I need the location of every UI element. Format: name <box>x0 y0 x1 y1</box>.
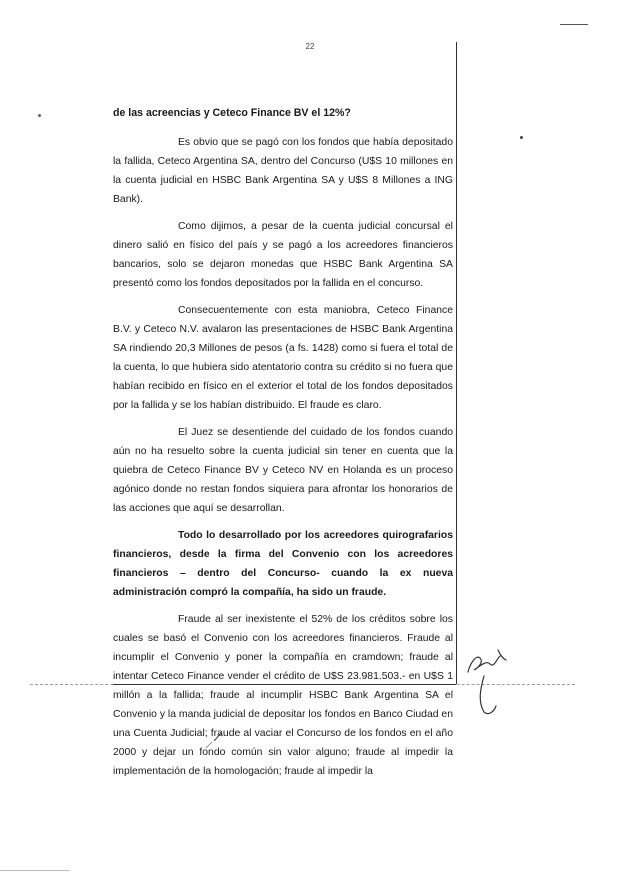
paragraph: El Juez se desentiende del cuidado de los fondos cuando aún no ha resuelto sobre la cuenta judicial sin tener en cuenta que la quiebra de Ceteco Finance BV y Ceteco NV en Holanda es un proceso agónico donde no restan fondos siquiera para afrontar los honorarios de las acciones que aquí se desarrollan. <box>113 427 453 514</box>
signature-initials <box>468 650 506 714</box>
paragraph: Fraude al ser inexistente el 52% de los créditos sobre los cuales se basó el Convenio con los acreedores financieros. Fraude al incumplir el Convenio y poner la compañía en cramdown; fraude al intentar Ceteco Finance vender el crédito de U$S 23.981.503.- en U$S 1 millón a la fallida; fraude al incumplir HSBC Bank Argentina SA el Convenio y la manda judicial de depositar los fondos en Banco Ciudad en una Cuenta Judicial; fraude al vaciar el Concurso de los fondos en el año 2000 y dejar un fondo común sin valor alguno; fraude al impedir la implementación de la homologación; fraude al impedir la <box>113 614 453 777</box>
paragraph: Es obvio que se pagó con los fondos que había depositado la fallida, Ceteco Argentina SA, dentro del Concurso (U$S 10 millones en la cuenta judicial en HSBC Bank Argentina SA y U$S 8 Millones a ING Bank). <box>113 137 453 205</box>
page-number: 22 <box>305 42 315 51</box>
scan-edge <box>0 870 70 871</box>
pen-stroke <box>206 742 212 748</box>
pen-stroke <box>214 732 222 741</box>
bold-paragraph: Todo lo desarrollado por los acreedores quirografarios financieros, desde la firma del Convenio con los acreedores financieros – dentro del Concurso- cuando la ex nueva administración compró la compañía, ha sido un fraude. <box>113 530 453 598</box>
paragraph: Como dijimos, a pesar de la cuenta judicial concursal el dinero salió en físico del país y se pagó a los acreedores financieros bancarios, solo se dejaron monedas que HSBC Bank Argentina SA presentó como los fondos depositados por la fallida en el concurso. <box>113 221 453 289</box>
section-heading: de las acreencias y Ceteco Finance BV el 12%? <box>113 107 351 119</box>
paragraph: Consecuentemente con esta maniobra, Ceteco Finance B.V. y Ceteco N.V. avalaron las presentaciones de HSBC Bank Argentina SA rindiendo 20,3 Millones de pesos (a fs. 1428) como si fuera el total de la cuenta, lo que hubiera sido atentatorio contra su crédito si no fuera que habían recibido en físico en el exterior el total de los fondos depositados por la fallida y se los habían distribuido. El fraude es claro. <box>113 305 453 411</box>
